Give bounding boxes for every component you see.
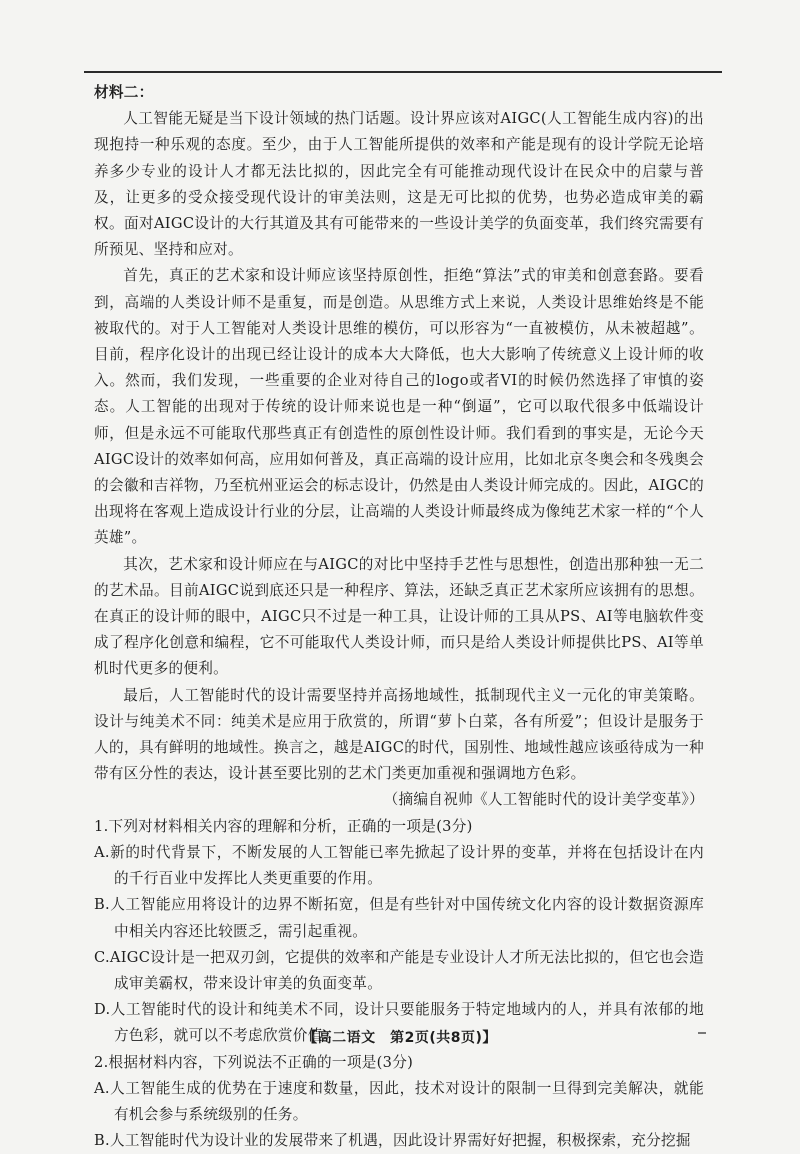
footer-mark (698, 1032, 706, 1034)
question-1-option-d: D.人工智能时代的设计和纯美术不同，设计只要能服务于特定地域内的人，并具有浓郁的地方色彩，就可以不考虑欣赏价值。 (94, 1001, 704, 1045)
source-citation: （摘编自祝帅《人工智能时代的设计美学变革》） (383, 791, 704, 809)
material-heading: 材料二： (94, 84, 154, 101)
question-1-stem: 1.下列对材料相关内容的理解和分析，正确的一项是(3分) (94, 817, 473, 835)
header-rule (84, 71, 722, 73)
question-1-option-c: C.AIGC设计是一把双刃剑，它提供的效率和产能是专业设计人才所无法比拟的，但它也会造成审美霸权，带来设计审美的负面变革。 (94, 948, 704, 992)
question-2-option-a: A.人工智能生成的优势在于速度和数量，因此，技术对设计的限制一旦得到完美解决，就能有机会参与系统级别的任务。 (94, 1079, 704, 1123)
material-paragraph-1: 人工智能无疑是当下设计领域的热门话题。设计界应该对AIGC(人工智能生成内容)的出现抱持一种乐观的态度。至少，由于人工智能所提供的效率和产能是现有的设计学院无论培养多少专业的设计人才都无法比拟的，因此完全有可能推动现代设计在民众中的启蒙与普及，让更多的受众接受现代设计的审美法则，这是无可比拟的优势，也势必造成审美的霸权。面对AIGC设计的大行其道及其有可能带来的一些设计美学的负面变革，我们终究需要有所预见、坚持和应对。 (94, 110, 704, 259)
page-content (94, 80, 704, 1154)
material-paragraph-3: 其次，艺术家和设计师应在与AIGC的对比中坚持手艺性与思想性，创造出那种独一无二的艺术品。目前AIGC说到底还只是一种程序、算法，还缺乏真正艺术家所应该拥有的思想。在真正的设计师的眼中，AIGC只不过是一种工具，让设计师的工具从PS、AI等电脑软件变成了程序化创意和编程，它不可能取代人类设计师，而只是给人类设计师提供比PS、AI等单机时代更多的便利。 (94, 555, 704, 678)
question-2-option-b: B.人工智能时代为设计业的发展带来了机遇，因此设计界需好好把握，积极探索，充分挖掘 (94, 1132, 691, 1150)
page-footer: 【高二语文 第2页(共8页)】 (303, 1030, 497, 1046)
material-paragraph-2: 首先，真正的艺术家和设计师应该坚持原创性，拒绝“算法”式的审美和创意套路。要看到，高端的人类设计师不是重复，而是创造。从思维方式上来说，人类设计思维始终是不能被取代的。对于人工智能对人类设计思维的模仿，可以形容为“一直被模仿，从未被超越”。目前，程序化设计的出现已经让设计的成本大大降低，也大大影响了传统意义上设计师的收入。然而，我们发现，一些重要的企业对待自己的logo或者VI的时候仍然选择了审慎的姿态。人工智能的出现对于传统的设计师来说也是一种“倒逼”，它可以取代很多中低端设计师，但是永远不可能取代那些真正有创造性的原创性设计师。我们看到的事实是，无论今天AIGC设计的效率如何高，应用如何普及，真正高端的设计应用，比如北京冬奥会和冬残奥会的会徽和吉祥物，乃至杭州亚运会的标志设计，仍然是由人类设计师完成的。因此，AIGC的出现将在客观上造成设计行业的分层，让高端的人类设计师最终成为像纯艺术家一样的“个人英雄”。 (94, 267, 704, 547)
material-paragraph-4: 最后，人工智能时代的设计需要坚持并高扬地域性，抵制现代主义一元化的审美策略。设计与纯美术不同：纯美术是应用于欣赏的，所谓“萝卜白菜，各有所爱”；但设计是服务于人的，具有鲜明的地域性。换言之，越是AIGC的时代，国别性、地域性越应该亟待成为一种带有区分性的表达，设计甚至要比别的艺术门类更加重视和强调地方色彩。 (94, 686, 704, 783)
question-1-option-b: B.人工智能应用将设计的边界不断拓宽，但是有些针对中国传统文化内容的设计数据资源库中相关内容还比较匮乏，需引起重视。 (94, 896, 704, 940)
question-2-stem: 2.根据材料内容，下列说法不正确的一项是(3分) (94, 1053, 414, 1071)
question-1-option-a: A.新的时代背景下，不断发展的人工智能已率先掀起了设计界的变革，并将在包括设计在内的千行百业中发挥比人类更重要的作用。 (94, 843, 704, 888)
